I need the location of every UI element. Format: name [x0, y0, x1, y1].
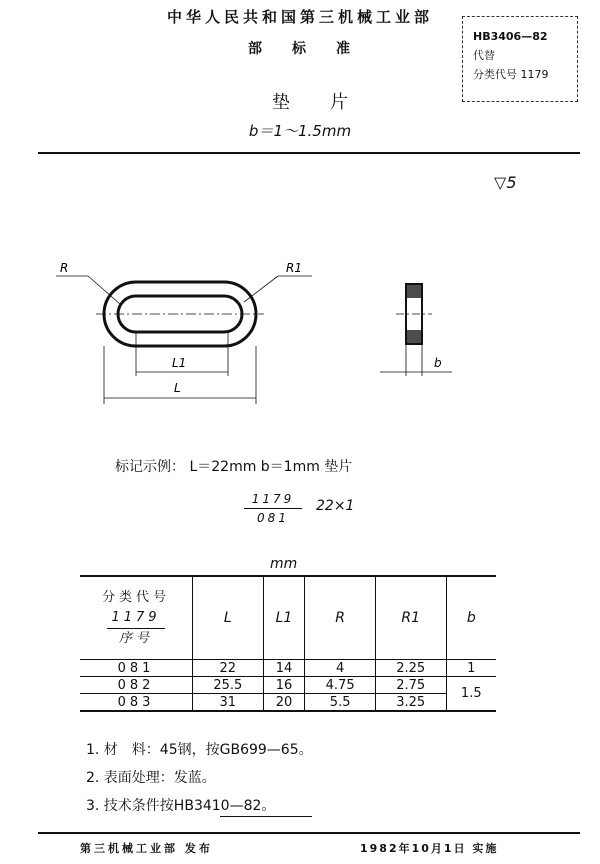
cell-R1: 2.75 [375, 677, 446, 694]
standard-code-box [462, 16, 578, 102]
notes [86, 736, 313, 820]
publisher: 第三机械工业部 发布 [80, 842, 213, 855]
standard-code: HB3406—82 [473, 30, 548, 43]
cell-L1: 16 [263, 677, 305, 694]
header-class-cell [80, 576, 193, 660]
label-L: L [174, 381, 181, 395]
table-header-row [80, 576, 496, 660]
cell-R: 4 [305, 660, 376, 677]
marking-fraction [244, 490, 302, 527]
roughness-value: 5 [506, 173, 517, 192]
page-subtitle: b＝1～1.5mm [248, 122, 352, 140]
label-R: R [60, 261, 69, 275]
roughness-mark [494, 173, 517, 192]
header-R: R [305, 576, 376, 660]
header-L1: L1 [263, 576, 305, 660]
dimension-table [80, 575, 496, 712]
marking-frac-top: 1179 [244, 490, 302, 509]
standard-type: 部标准 [248, 41, 380, 57]
cell-L: 31 [193, 694, 264, 712]
table-row [80, 694, 496, 712]
marking-frac-bottom: 081 [257, 511, 289, 525]
end-rule [220, 816, 312, 817]
roughness-triangle-icon: ▽ [494, 173, 507, 192]
cell-L: 22 [193, 660, 264, 677]
cell-L: 25.5 [193, 677, 264, 694]
header-R1: R1 [375, 576, 446, 660]
page-title: 垫片 [272, 92, 388, 113]
washer-drawing [0, 240, 600, 420]
label-b: b [434, 356, 442, 370]
washer-outer-outline [104, 282, 256, 346]
cell-b-merged: 1.5 [446, 677, 496, 712]
note-item: 1. 材 料：45钢，按GB699—65。 [86, 742, 313, 758]
marking-size: 22×1 [316, 498, 355, 514]
note-item: 2. 表面处理：发蓝。 [86, 770, 216, 786]
ministry-name: 中华人民共和国第三机械工业部 [166, 8, 433, 26]
header-class: 分类代号 [101, 589, 170, 605]
cell-b: 1 [446, 660, 496, 677]
cell-seq: 081 [80, 660, 193, 677]
table-unit: mm [270, 556, 298, 572]
label-R1: R1 [286, 261, 302, 275]
cell-R: 4.75 [305, 677, 376, 694]
header-divider [38, 152, 580, 154]
cell-L1: 14 [263, 660, 305, 677]
implementation-date: 1982年10月1日 实施 [360, 842, 499, 855]
cell-seq: 083 [80, 694, 193, 712]
cell-R: 5.5 [305, 694, 376, 712]
header-class-code: 1179 [107, 608, 164, 629]
footer-divider [38, 832, 580, 834]
cell-seq: 082 [80, 677, 193, 694]
replaces-label: 代替 [473, 49, 495, 62]
note-item: 3. 技术条件按HB3410—82。 [86, 798, 276, 814]
header-b: b [446, 576, 496, 660]
cell-R1: 2.25 [375, 660, 446, 677]
table-row [80, 660, 496, 677]
header-seq: 序号 [118, 630, 153, 646]
label-L1: L1 [172, 356, 187, 370]
cell-R1: 3.25 [375, 694, 446, 712]
header-L: L [193, 576, 264, 660]
cell-L1: 20 [263, 694, 305, 712]
class-code: 分类代号 1179 [473, 68, 549, 81]
table-row [80, 677, 496, 694]
marking-example: 标记示例： L＝22mm b＝1mm 垫片 [115, 459, 353, 475]
